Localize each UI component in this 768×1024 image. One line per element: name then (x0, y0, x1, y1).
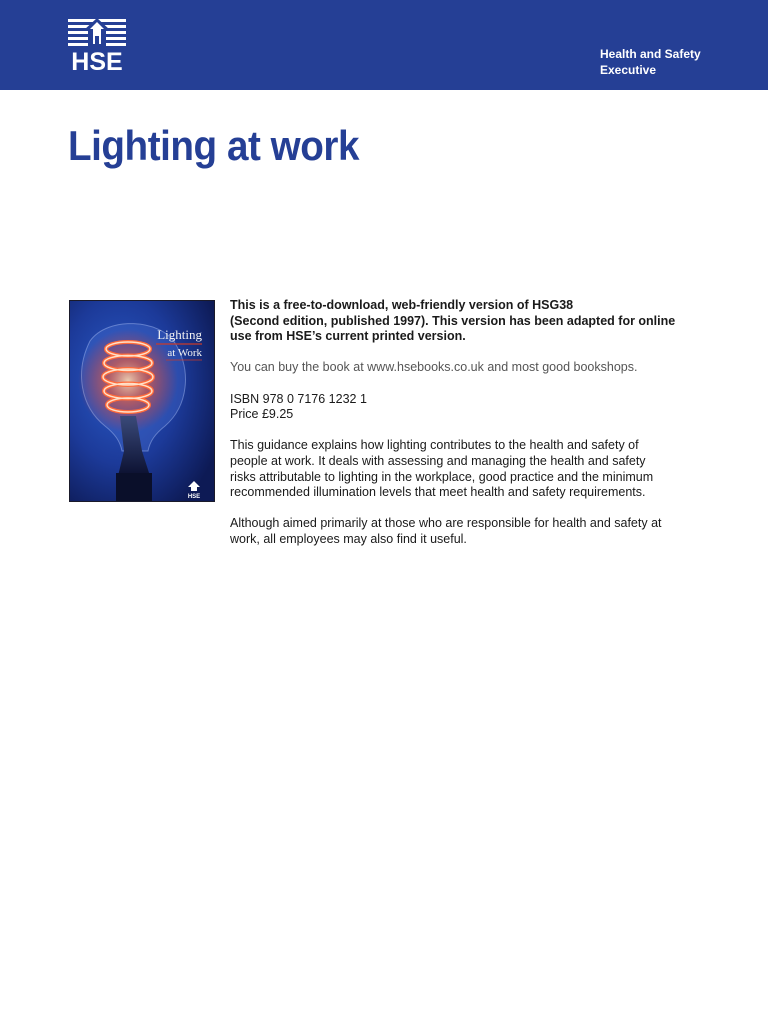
cover-badge-text: HSE (187, 494, 201, 500)
header-band (0, 0, 768, 90)
price: Price £9.25 (230, 407, 294, 422)
publication-info (230, 298, 700, 563)
organisation-name-line-2: Executive (600, 63, 657, 77)
guidance-line-4: recommended illumination levels that meet health and safety requirements. (230, 485, 646, 500)
buy-paragraph (230, 360, 700, 376)
guidance-line-1: This guidance explains how lighting contributes to the health and safety of (230, 438, 639, 453)
cover-title-line-2: at Work (167, 347, 202, 359)
isbn: ISBN 978 0 7176 1232 1 (230, 391, 367, 406)
book-cover-image (69, 300, 215, 502)
audience-line-1: Although aimed primarily at those who are responsible for health and safety at (230, 516, 662, 531)
intro-paragraph (230, 298, 700, 345)
organisation-name-line-1: Health and Safety (600, 47, 701, 61)
intro-line-3: use from HSE’s current printed version. (230, 329, 466, 344)
guidance-line-3: risks attributable to lighting in the workplace, good practice and the minimum (230, 469, 654, 484)
cover-title-line-1: Lighting (157, 327, 202, 342)
page-title: Lighting at work (68, 122, 360, 169)
organisation-name (600, 46, 740, 78)
buy-text: You can buy the book at www.hsebooks.co.uk and most good bookshops. (230, 360, 638, 375)
guidance-paragraph (230, 438, 700, 500)
intro-line-1: This is a free-to-download, web-friendly version of HSG38 (230, 298, 574, 312)
intro-line-2: (Second edition, published 1997). This version has been adapted for online (230, 313, 676, 328)
audience-line-2: work, all employees may also find it useful. (230, 531, 467, 546)
guidance-line-2: people at work. It deals with assessing and managing the health and safety (230, 453, 646, 468)
hse-logo-text: HSE (71, 48, 123, 76)
audience-paragraph (230, 516, 700, 547)
isbn-price-block (230, 392, 700, 423)
